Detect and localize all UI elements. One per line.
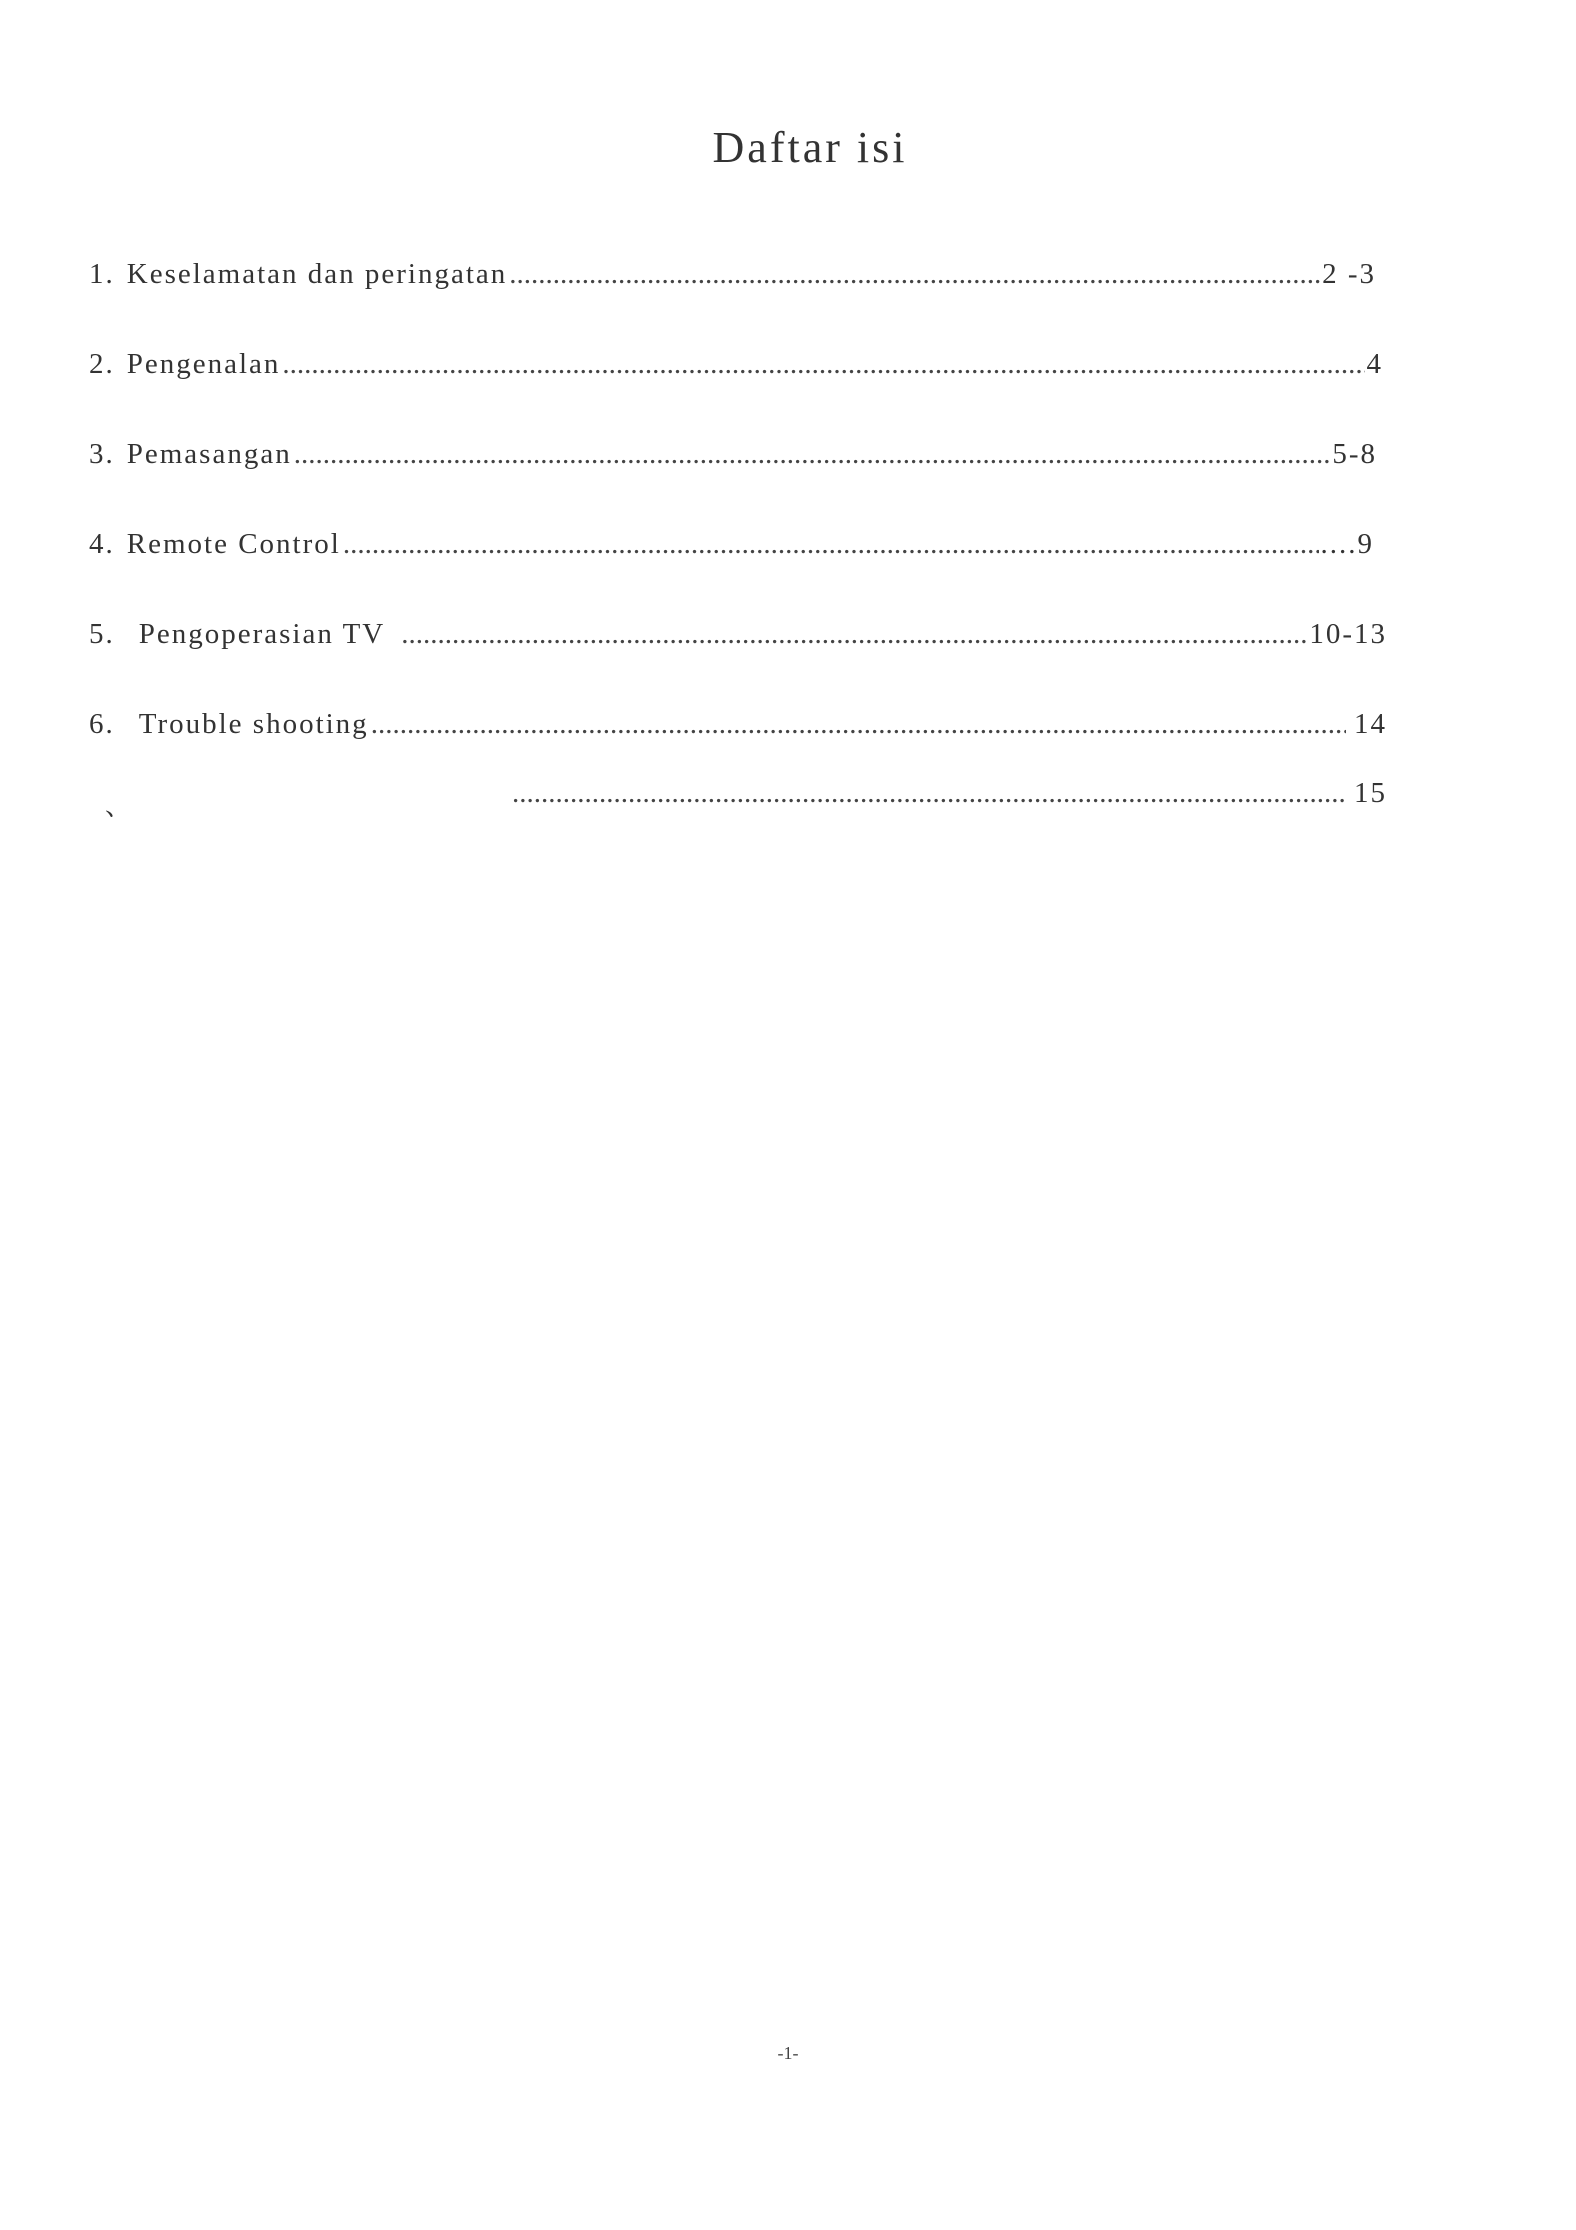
toc-dot-leader	[294, 438, 1331, 471]
toc-entry-number: 1.	[89, 258, 115, 290]
toc-entry-4[interactable]	[89, 528, 1374, 568]
toc-entry-number: 6.	[89, 708, 115, 740]
toc-entry-2[interactable]	[89, 348, 1383, 388]
toc-entry-5[interactable]	[89, 618, 1387, 658]
toc-dot-leader	[512, 777, 1346, 810]
toc-entry-label: Keselamatan dan peringatan	[126, 258, 508, 290]
toc-dot-leader	[401, 618, 1307, 651]
toc-entry-pages: 2 -3	[1322, 258, 1376, 290]
toc-entry-label: Trouble shooting	[138, 708, 369, 740]
toc-entry-pages: ....9	[1320, 528, 1374, 560]
toc-entry-1[interactable]	[89, 258, 1376, 298]
toc-entry-label: Pemasangan	[126, 438, 292, 470]
page-number: -1-	[777, 2043, 799, 2063]
toc-entry-pages: 15	[1354, 777, 1387, 809]
toc-entry-6[interactable]	[89, 708, 1387, 748]
toc-entry-number: 2.	[89, 348, 115, 380]
toc-entry-label: Remote Control	[126, 528, 341, 560]
toc-entry-pages: 5-8	[1332, 438, 1377, 470]
toc-entry-7[interactable]	[510, 777, 1387, 817]
toc-dot-leader	[509, 258, 1320, 291]
toc-entry-label: Pengoperasian TV	[138, 618, 386, 650]
toc-dot-leader	[371, 708, 1346, 741]
toc-entry-number: 4.	[89, 528, 115, 560]
toc-entry-3[interactable]	[89, 438, 1377, 478]
page-title: Daftar isi	[712, 123, 908, 172]
toc-entry-number: 3.	[89, 438, 115, 470]
toc-entry-label: Pengenalan	[126, 348, 281, 380]
toc-entry-pages: 4	[1366, 348, 1383, 380]
toc-entry-number: 5.	[89, 618, 115, 650]
toc-dot-leader	[282, 348, 1364, 381]
toc-dot-leader	[343, 528, 1319, 561]
toc-entry-pages: 10-13	[1309, 618, 1387, 650]
stray-mark: 、	[105, 792, 132, 821]
toc-entry-pages: 14	[1354, 708, 1387, 740]
